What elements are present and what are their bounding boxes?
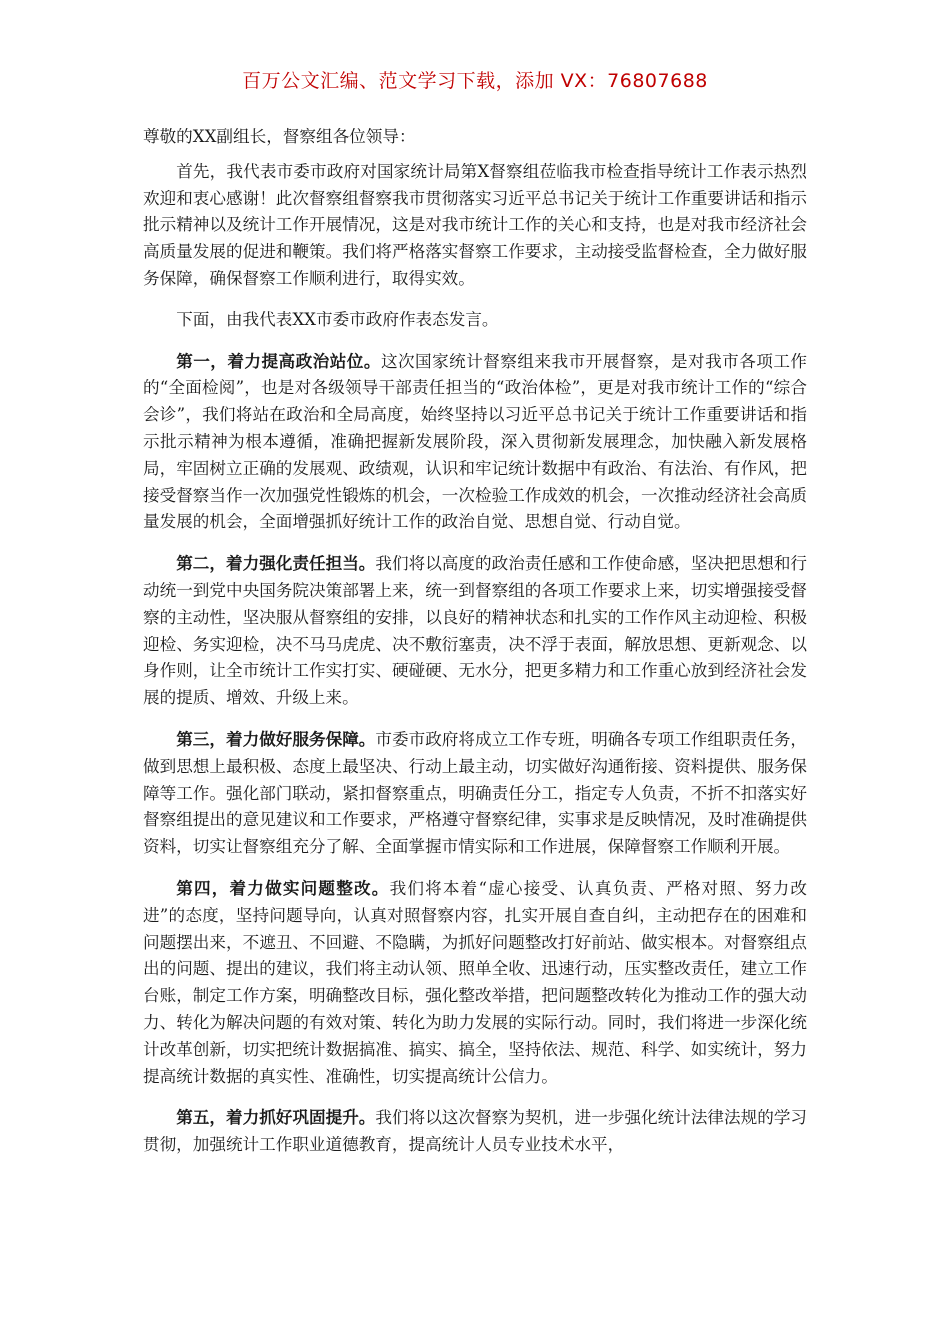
section-heading: 第四，着力做实问题整改。 xyxy=(176,877,390,898)
section-heading: 第二，着力强化责任担当。 xyxy=(176,553,376,574)
section-paragraph xyxy=(143,348,807,537)
section-paragraph xyxy=(143,550,807,712)
section-paragraph xyxy=(143,1104,807,1159)
section-paragraph xyxy=(143,726,807,861)
section-body: 市委市政府将成立工作专班，明确各专项工作组职责任务，做到思想上最积极、态度上最坚决、行动上最主动，切实做好沟通衔接、资料提供、服务保障等工作。强化部门联动，紧扣督察重点，明确责任分工，指定专人负责，不折不扣落实好督察组提出的意见建议和工作要求，严格遵守督察纪律，实事求是反映情况，及时准确提供资料，切实让督察组充分了解、全面掌握市情实际和工作进展，保障督察工作顺利开展。 xyxy=(143,729,808,857)
section-paragraph xyxy=(143,875,807,1090)
header-banner: 百万公文汇编、范文学习下载，添加 VX：76807688 xyxy=(242,70,708,92)
section-heading: 第一，着力提高政治站位。 xyxy=(176,350,381,371)
section-body: 我们将以高度的政治责任感和工作使命感，坚决把思想和行动统一到党中央国务院决策部署上来，统一到督察组的各项工作要求上来，切实增强接受督察的主动性，坚决服从督察组的安排，以良好的精神状态和扎实的工作作风主动迎检、积极迎检、务实迎检，决不马马虎虎、决不敷衍塞责，决不浮于表面，解放思想、更新观念、以身作则，让全市统计工作实打实、硬碰硬、无水分，把更多精力和工作重心放到经济社会发展的提质、增效、升级上来。 xyxy=(143,554,808,708)
section-body: 我们将以这次督察为契机，进一步强化统计法律法规的学习贯彻，加强统计工作职业道德教育，提高统计人员专业技术水平， xyxy=(143,1108,808,1155)
section-body: 这次国家统计督察组来我市开展督察，是对我市各项工作的“全面检阅”，也是对各级领导干部责任担当的“政治体检”，更是对我市统计工作的“综合会诊”，我们将站在政治和全局高度，始终坚持以习近平总书记关于统计工作重要讲话和指示批示精神为根本遵循，准确把握新发展阶段，深入贯彻新发展理念，加快融入新发展格局，牢固树立正确的发展观、政绩观，认识和牢记统计数据中有政治、有法治、有作风，把接受督察当作一次加强党性锻炼的机会，一次检验工作成效的机会，一次推动经济社会高质量发展的机会，全面增强抓好统计工作的政治自觉、思想自觉、行动自觉。 xyxy=(143,351,808,532)
salutation: 尊敬的XX副组长，督察组各位领导： xyxy=(143,127,416,146)
document-body xyxy=(143,124,807,1173)
intro-paragraph: 首先，我代表市委市政府对国家统计局第X督察组莅临我市检查指导统计工作表示热烈欢迎和衷心感谢！此次督察组督察我市贯彻落实习近平总书记关于统计工作重要讲话和指示批示精神以及统计工作开展情况，这是对我市统计工作的关心和支持，也是对我市经济社会高质量发展的促进和鞭策。我们将严格落实督察工作要求，主动接受监督检查，全力做好服务保障，确保督察工作顺利进行，取得实效。 xyxy=(143,161,807,288)
transition-paragraph: 下面，由我代表XX市委市政府作表态发言。 xyxy=(176,309,499,329)
section-body: 我们将本着“虚心接受、认真负责、严格对照、努力改进”的态度，坚持问题导向，认真对照督察内容，扎实开展自查自纠，主动把存在的困难和问题摆出来，不遮丑、不回避、不隐瞒，为抓好问题整改打好前站、做实根本。对督察组点出的问题、提出的建议，我们将主动认领、照单全收、迅速行动，压实整改责任，建立工作台账，制定工作方案，明确整改目标，强化整改举措，把问题整改转化为推动工作的强大动力、转化为解决问题的有效对策、转化为助力发展的实际行动。同时，我们将进一步深化统计改革创新，切实把统计数据搞准、搞实、搞全，坚持依法、规范、科学、如实统计，努力提高统计数据的真实性、准确性，切实提高统计公信力。 xyxy=(143,878,808,1086)
section-heading: 第三，着力做好服务保障。 xyxy=(176,728,376,749)
section-heading: 第五，着力抓好巩固提升。 xyxy=(176,1107,376,1128)
